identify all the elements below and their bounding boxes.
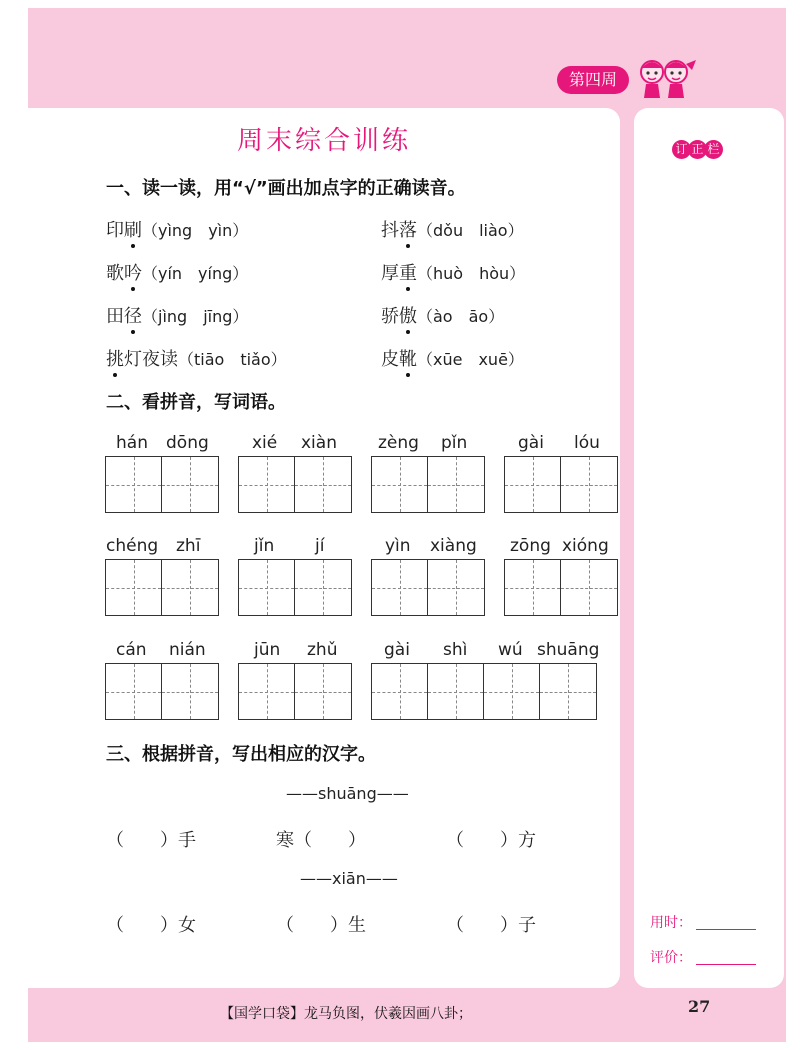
pinyin: chéng [106,536,159,556]
pinyin: xióng [562,536,609,556]
correction-panel [634,108,784,988]
correction-char: 栏 [704,140,723,159]
pinyin: hán [116,433,148,453]
pinyin: yìn [385,536,411,556]
reading-item: 田径（jìng jīng） [106,302,248,328]
fill-blank[interactable]: （ ）方 [446,830,536,851]
pinyin: zhī [176,536,201,556]
correction-char: 正 [688,140,707,159]
pinyin: lóu [574,433,600,453]
writing-grid[interactable] [371,559,485,616]
dotted-char: 挑 [106,345,124,371]
writing-grid[interactable] [238,456,352,513]
week-badge: 第四周 [557,66,629,94]
pinyin: wú [498,640,523,660]
pinyin: cán [116,640,147,660]
pinyin: shì [443,640,468,660]
section2-heading: 二、看拼音，写词语。 [106,392,286,413]
reading-item: 抖落（dǒu liào） [381,216,524,242]
pinyin-prompt: ——shuāng—— [286,784,409,803]
section3-heading: 三、根据拼音，写出相应的汉字。 [106,744,376,765]
reading-item: 印刷（yìng yìn） [106,216,248,242]
dotted-char: 靴 [399,345,417,371]
footer-proverb: 【国学口袋】龙马负图，伏羲因画八卦； [220,1006,472,1022]
writing-grid[interactable] [105,663,219,720]
writing-grid[interactable] [105,559,219,616]
pinyin: gài [384,640,410,660]
writing-grid[interactable] [105,456,219,513]
time-field[interactable]: 用时： [650,912,756,932]
cartoon-kids-icon [634,56,698,100]
dotted-char: 吟 [124,259,142,285]
page-title: 周末综合训练 [236,126,411,156]
reading-item: 歌吟（yín yíng） [106,259,248,285]
dotted-char: 重 [399,259,417,285]
pinyin: xiàng [430,536,477,556]
pinyin: jūn [254,640,281,660]
writing-grid[interactable] [371,456,485,513]
pinyin: xié [252,433,278,453]
fill-blank[interactable]: （ ）子 [446,915,536,936]
pinyin: zōng [510,536,551,556]
pinyin: nián [169,640,206,660]
writing-grid[interactable] [504,559,618,616]
page-number: 27 [688,997,711,1016]
pinyin: zhǔ [307,640,338,660]
fill-blank[interactable]: 寒（ ） [276,830,366,851]
reading-item: 骄傲（ào āo） [381,302,504,328]
pinyin: shuāng [537,640,600,660]
dotted-char: 落 [399,216,417,242]
reading-item: 挑灯夜读（tiāo tiǎo） [106,345,287,371]
pinyin-prompt: ——xiān—— [300,869,398,888]
fill-blank[interactable]: （ ）手 [106,830,196,851]
fill-blank[interactable]: （ ）生 [276,915,366,936]
pinyin: dōng [166,433,209,453]
dotted-char: 径 [124,302,142,328]
pinyin: jǐn [254,536,275,556]
pinyin: jí [315,536,325,556]
pinyin: zèng [378,433,419,453]
reading-item: 厚重（huò hòu） [381,259,525,285]
writing-grid[interactable] [371,663,597,720]
writing-grid[interactable] [238,559,352,616]
writing-grid[interactable] [238,663,352,720]
dotted-char: 傲 [399,302,417,328]
correction-char: 订 [672,140,691,159]
section1-heading: 一、读一读，用“√”画出加点字的正确读音。 [106,178,466,199]
pinyin: pǐn [441,433,468,453]
writing-grid[interactable] [504,456,618,513]
pinyin: gài [518,433,544,453]
pinyin: xiàn [301,433,337,453]
dotted-char: 刷 [124,216,142,242]
reading-item: 皮靴（xūe xuē） [381,345,524,371]
correction-label [672,138,732,160]
fill-blank[interactable]: （ ）女 [106,915,196,936]
evaluation-field[interactable]: 评价： [650,947,756,967]
